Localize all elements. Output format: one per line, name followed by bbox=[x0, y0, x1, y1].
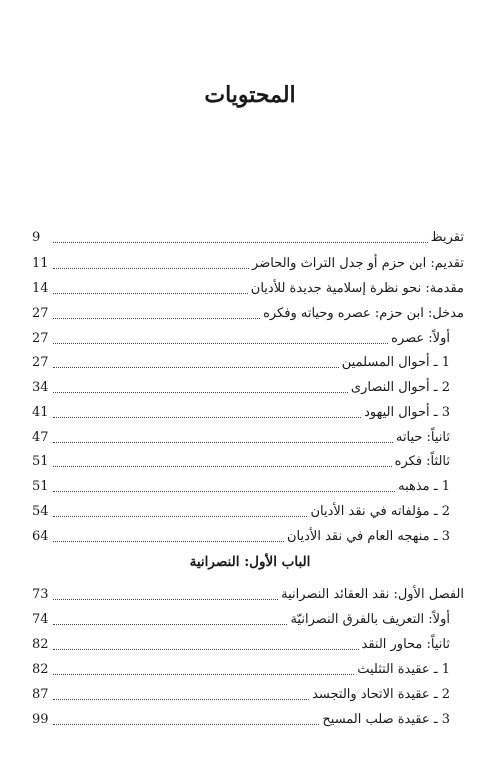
toc-entry[interactable] bbox=[32, 635, 464, 655]
toc-entry-label: 3 ـ أحوال اليهود bbox=[364, 405, 450, 420]
toc-leader-dots bbox=[53, 392, 348, 393]
toc-page-number: 82 bbox=[32, 637, 49, 652]
toc-entry[interactable] bbox=[32, 254, 464, 274]
toc-leader-dots bbox=[53, 724, 319, 725]
page-title: المحتويات bbox=[204, 82, 296, 108]
toc-page-number: 54 bbox=[32, 504, 49, 519]
toc-page-number: 74 bbox=[32, 612, 49, 627]
toc-entry[interactable] bbox=[32, 329, 464, 349]
toc-leader-dots bbox=[53, 293, 248, 294]
toc-leader-dots bbox=[53, 343, 388, 344]
toc-entry[interactable] bbox=[32, 378, 464, 398]
toc-page-number: 73 bbox=[32, 587, 49, 602]
toc-leader-dots bbox=[53, 699, 309, 700]
toc-leader-dots bbox=[53, 599, 278, 600]
toc-page-number: 34 bbox=[32, 380, 49, 395]
toc-page-number: 27 bbox=[32, 331, 49, 346]
toc-entry[interactable] bbox=[32, 279, 464, 299]
toc-entry-label: مقدمة: نحو نظرة إسلامية جديدة للأديان bbox=[250, 281, 464, 296]
toc-entry[interactable] bbox=[32, 353, 464, 373]
toc-page-number: 41 bbox=[32, 405, 49, 420]
toc-entry-label: تقديم: ابن حزم أو جدل التراث والحاضر bbox=[252, 256, 464, 271]
toc-page-number: 14 bbox=[32, 281, 49, 296]
toc-entry-label: 2 ـ مؤلفاته في نقد الأديان bbox=[310, 504, 450, 519]
toc-entry[interactable] bbox=[32, 502, 464, 522]
toc-entry-label: أولاً: التعريف بالفرق النصرانيّة bbox=[290, 612, 450, 627]
toc-entry-label: ثانياً: محاور النقد bbox=[361, 637, 450, 652]
toc-entry[interactable] bbox=[32, 585, 464, 605]
toc-entry[interactable] bbox=[32, 428, 464, 448]
toc-page-number: 51 bbox=[32, 479, 49, 494]
toc-page-number: 27 bbox=[32, 355, 49, 370]
toc-entry-label: تقريظ bbox=[430, 230, 464, 245]
toc-leader-dots bbox=[53, 649, 359, 650]
toc-entry[interactable] bbox=[32, 710, 464, 730]
toc-entry-label: مدخل: ابن حزم: عصره وحياته وفكره bbox=[263, 306, 464, 321]
toc-entry-label: 3 ـ منهجه العام في نقد الأديان bbox=[287, 529, 450, 544]
toc-leader-dots bbox=[53, 516, 307, 517]
toc-page-number: 82 bbox=[32, 662, 49, 677]
toc-entry-label: 2 ـ عقيدة الاتحاد والتجسد bbox=[312, 687, 450, 702]
toc-entry[interactable] bbox=[32, 660, 464, 680]
toc-page-number: 47 bbox=[32, 430, 49, 445]
toc-leader-dots bbox=[53, 367, 339, 368]
toc-page-number: 9 bbox=[32, 230, 41, 245]
toc-entry[interactable] bbox=[32, 610, 464, 630]
toc-leader-dots bbox=[53, 491, 395, 492]
toc-leader-dots bbox=[53, 442, 393, 443]
toc-leader-dots bbox=[53, 466, 392, 467]
toc-entry-label: أولاً: عصره bbox=[391, 331, 450, 346]
section-heading: الباب الأول: النصرانية bbox=[189, 554, 311, 570]
toc-entry[interactable] bbox=[32, 685, 464, 705]
toc-entry-label: ثالثاً: فكره bbox=[394, 454, 450, 469]
toc-entry-label: 3 ـ عقيدة صلب المسيح bbox=[322, 712, 450, 727]
toc-entry-label: 2 ـ أحوال النصارى bbox=[350, 380, 450, 395]
toc-entry-label: الفصل الأول: نقد العقائد النصرانية bbox=[281, 587, 464, 602]
toc-entry[interactable] bbox=[32, 403, 464, 423]
toc-entry[interactable] bbox=[32, 452, 464, 472]
toc-entry-label: 1 ـ مذهبه bbox=[398, 479, 450, 494]
toc-page-number: 99 bbox=[32, 712, 49, 727]
toc-entry[interactable] bbox=[32, 477, 464, 497]
toc-entry-label: 1 ـ عقيدة التثليث bbox=[357, 662, 450, 677]
toc-entry-label: ثانياً: حياته bbox=[395, 430, 450, 445]
toc-entry-label: 1 ـ أحوال المسلمين bbox=[341, 355, 450, 370]
toc-page-number: 87 bbox=[32, 687, 49, 702]
toc-page-number: 64 bbox=[32, 529, 49, 544]
toc-page-number: 51 bbox=[32, 454, 49, 469]
toc-entry[interactable] bbox=[32, 228, 464, 248]
toc-entry[interactable] bbox=[32, 527, 464, 547]
toc-leader-dots bbox=[53, 417, 361, 418]
toc-entry[interactable] bbox=[32, 304, 464, 324]
toc-page-number: 27 bbox=[32, 306, 49, 321]
toc-leader-dots bbox=[53, 674, 354, 675]
toc-leader-dots bbox=[53, 268, 249, 269]
toc-leader-dots bbox=[53, 624, 287, 625]
toc-leader-dots bbox=[53, 318, 260, 319]
toc-page-number: 11 bbox=[32, 256, 49, 271]
toc-leader-dots bbox=[53, 242, 428, 243]
toc-leader-dots bbox=[53, 541, 284, 542]
